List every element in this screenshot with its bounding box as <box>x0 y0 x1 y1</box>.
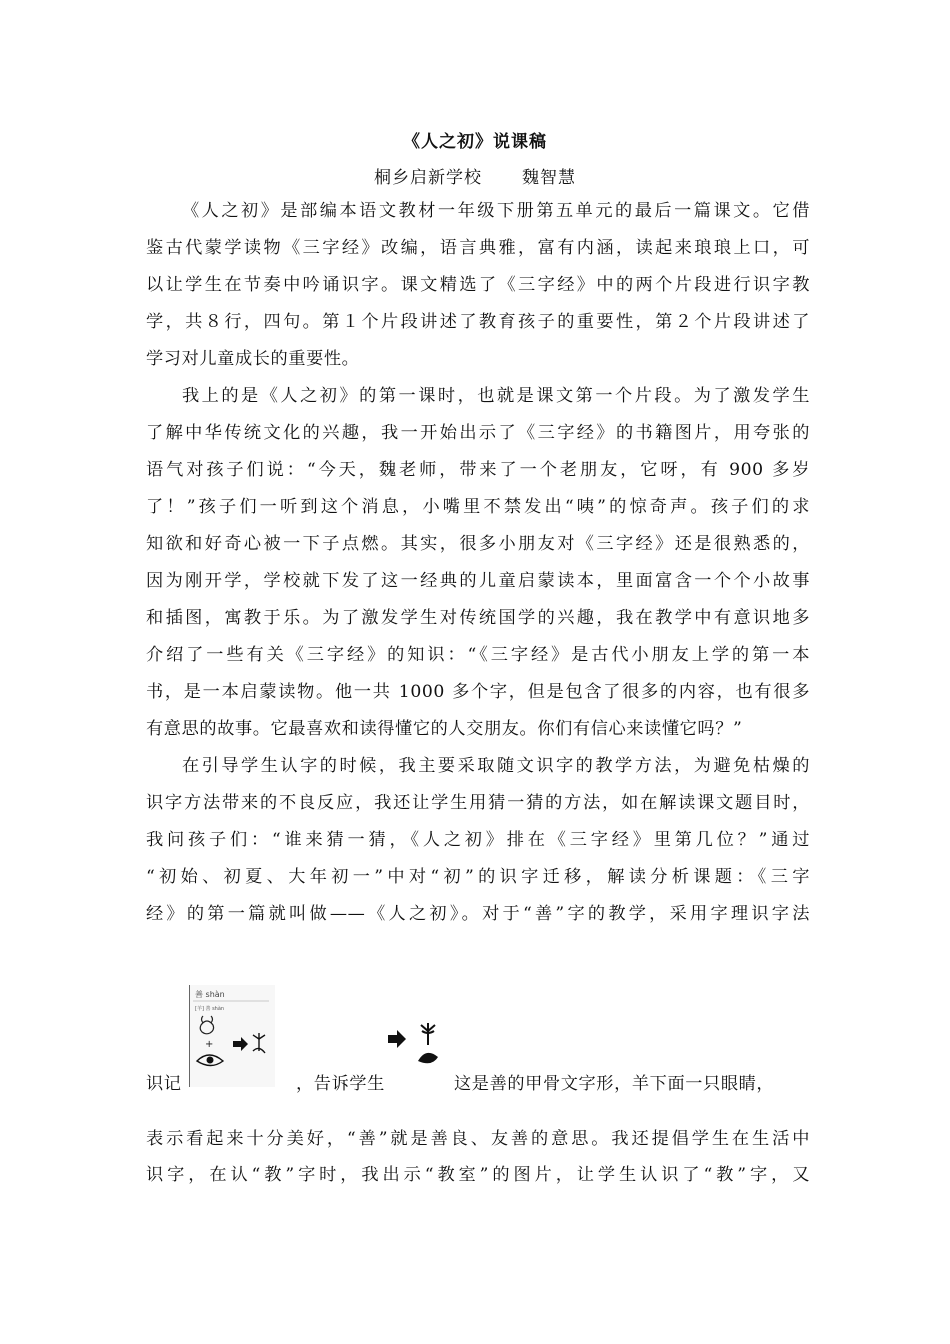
svg-text:+: + <box>205 1039 214 1050</box>
page-title: 《人之初》说课稿 <box>403 132 547 152</box>
figure-mid-text: ，告诉学生 <box>296 1074 385 1094</box>
paragraph-line: 《人之初》是部编本语文教材一年级下册第五单元的最后一篇课文。它借 <box>182 201 810 221</box>
paragraph-line: 有意思的故事。它最喜欢和读得懂它的人交朋友。你们有信心来读懂它吗？” <box>146 719 743 739</box>
paragraph-line: 经》的第一篇就叫做——《人之初》。对于“善”字的教学，采用字理识字法 <box>146 904 810 924</box>
figure-row <box>146 985 810 1095</box>
paragraph-line: “初始、初夏、大年初一”中对“初”的识字迁移，解读分析课题：《三字 <box>146 867 810 887</box>
card-sublabel: [羊] 善 shàn <box>195 1006 225 1012</box>
figure-lead-text: 识记 <box>146 1074 182 1094</box>
oracle-bone-shan-image <box>388 1021 446 1073</box>
shan-evolution-illustration <box>189 985 275 1087</box>
author-line <box>0 163 950 188</box>
paragraph-line: 我问孩子们：“谁来猜一猜，《人之初》排在《三字经》里第几位？”通过 <box>146 830 810 850</box>
paragraph-line: 识字方法带来的不良反应，我还让学生用猜一猜的方法，如在解读课文题目时， <box>146 793 810 813</box>
paragraph-line: 书，是一本启蒙读物。他一共 1000 多个字，但是包含了很多的内容，也有很多 <box>146 682 810 702</box>
paragraph-line: 了！”孩子们一听到这个消息，小嘴里不禁发出“咦”的惊奇声。孩子们的求 <box>146 497 810 517</box>
paragraph-line: 介绍了一些有关《三字经》的知识：“《三字经》是古代小朋友上学的第一本 <box>146 645 810 665</box>
paragraph-line: 学习对儿童成长的重要性。 <box>146 349 360 369</box>
paragraph-line: 学，共８行，四句。第１个片段讲述了教育孩子的重要性，第２个片段讲述了 <box>146 312 810 332</box>
paragraph-line: 了解中华传统文化的兴趣，我一开始出示了《三字经》的书籍图片，用夸张的 <box>146 423 810 443</box>
character-origin-card-image <box>189 985 275 1087</box>
paragraph-line: 以让学生在节奏中吟诵识字。课文精选了《三字经》中的两个片段进行识字教 <box>146 275 810 295</box>
author-school: 桐乡启新学校 <box>374 168 482 188</box>
figure-tail-text: 这是善的甲骨文字形，羊下面一只眼睛， <box>454 1074 775 1094</box>
paragraph-line: 识字，在认“教”字时，我出示“教室”的图片，让学生认识了“教”字，又 <box>146 1165 810 1185</box>
paragraph-line: 语气对孩子们说：“今天，魏老师，带来了一个老朋友，它呀，有 900 多岁 <box>146 460 810 480</box>
author-name: 魏智慧 <box>522 168 576 188</box>
paragraph-line: 在引导学生认字的时候，我主要采取随文识字的教学方法，为避免枯燥的 <box>182 756 810 776</box>
paragraph-line: 知欲和好奇心被一下子点燃。其实，很多小朋友对《三字经》还是很熟悉的， <box>146 534 810 554</box>
paragraph-line: 表示看起来十分美好，“善”就是善良、友善的意思。我还提倡学生在生活中 <box>146 1129 810 1149</box>
oracle-bone-glyph-illustration <box>388 1021 446 1073</box>
card-label: 善 shàn <box>195 990 225 999</box>
paragraph-line: 我上的是《人之初》的第一课时，也就是课文第一个片段。为了激发学生 <box>182 386 810 406</box>
paragraph-line: 因为刚开学，学校就下发了这一经典的儿童启蒙读本，里面富含一个个小故事 <box>146 571 810 591</box>
paragraph-line: 和插图，寓教于乐。为了激发学生对传统国学的兴趣，我在教学中有意识地多 <box>146 608 810 628</box>
paragraph-line: 鉴古代蒙学读物《三字经》改编，语言典雅，富有内涵，读起来琅琅上口，可 <box>146 238 810 258</box>
